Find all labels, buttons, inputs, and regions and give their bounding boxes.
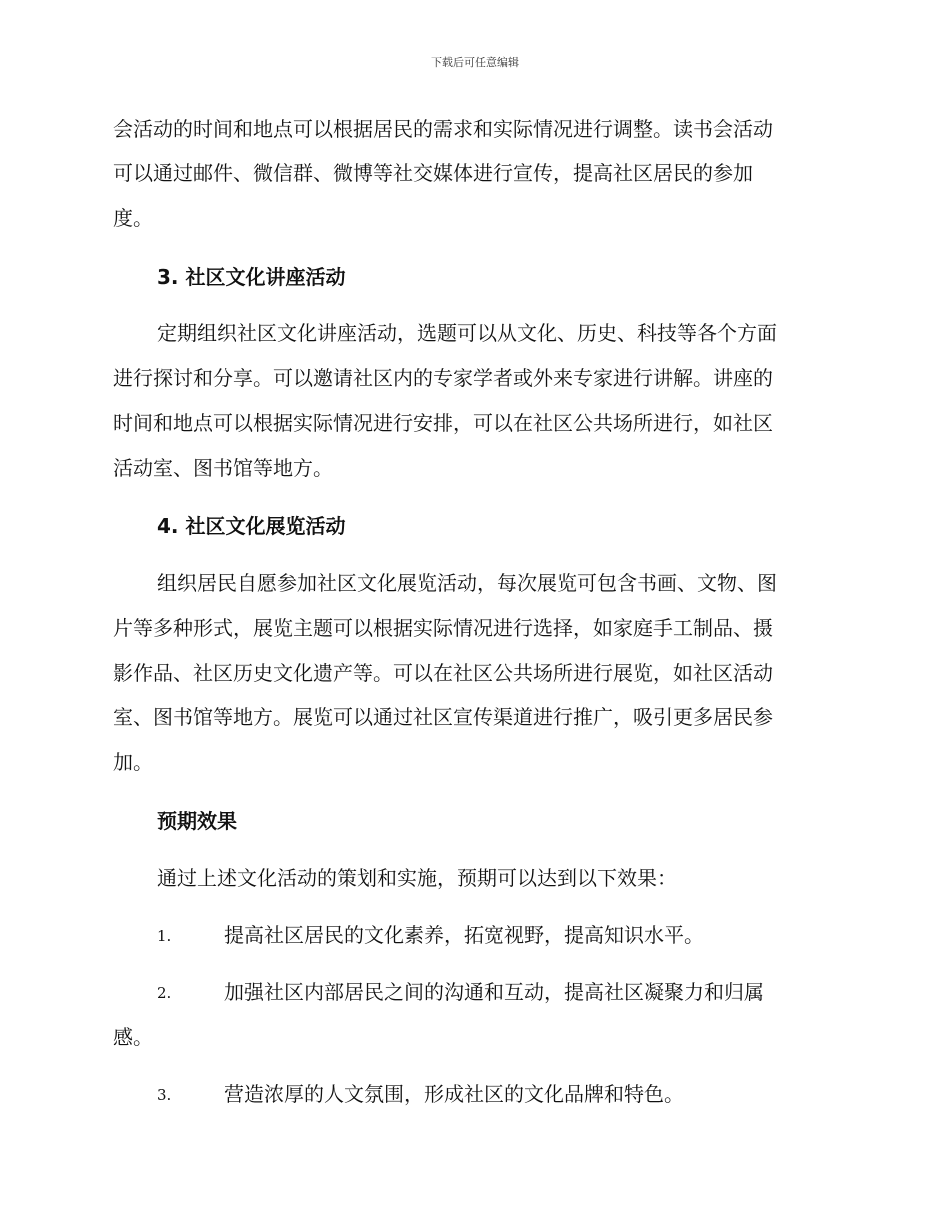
list-item-continuation: 感。 — [113, 1025, 153, 1049]
list-item-number: 1. — [157, 927, 172, 945]
section-heading-effects: 预期效果 — [157, 809, 237, 833]
list-item-text: 营造浓厚的人文氛围，形成社区的文化品牌和特色。 — [224, 1082, 684, 1106]
page-header: 下载后可任意编辑 — [431, 56, 519, 69]
paragraph-line: 定期组织社区文化讲座活动，选题可以从文化、历史、科技等各个方面 — [157, 321, 777, 345]
paragraph-line: 时间和地点可以根据实际情况进行安排，可以在社区公共场所进行，如社区 — [113, 411, 773, 435]
list-item-number: 2. — [157, 984, 172, 1002]
paragraph-line: 进行探讨和分享。可以邀请社区内的专家学者或外来专家进行讲解。讲座的 — [113, 366, 773, 390]
paragraph-line: 度。 — [113, 206, 153, 230]
effects-intro: 通过上述文化活动的策划和实施，预期可以达到以下效果： — [157, 866, 677, 890]
paragraph-line: 加。 — [113, 750, 153, 774]
paragraph-line: 组织居民自愿参加社区文化展览活动，每次展览可包含书画、文物、图 — [157, 571, 777, 595]
list-item-text: 提高社区居民的文化素养，拓宽视野，提高知识水平。 — [224, 923, 704, 947]
paragraph-line: 活动室、图书馆等地方。 — [113, 456, 333, 480]
paragraph-line: 影作品、社区历史文化遗产等。可以在社区公共场所进行展览，如社区活动 — [113, 661, 773, 685]
list-item-text: 加强社区内部居民之间的沟通和互动，提高社区凝聚力和归属 — [224, 980, 764, 1004]
list-item-number: 3. — [157, 1086, 172, 1104]
section-heading-4: 4. 社区文化展览活动 — [157, 514, 346, 538]
paragraph-line: 室、图书馆等地方。展览可以通过社区宣传渠道进行推广，吸引更多居民参 — [113, 705, 773, 729]
paragraph-line: 片等多种形式，展览主题可以根据实际情况进行选择，如家庭手工制品、摄 — [113, 616, 773, 640]
paragraph-line: 可以通过邮件、微信群、微博等社交媒体进行宣传，提高社区居民的参加 — [113, 161, 753, 185]
paragraph-line: 会活动的时间和地点可以根据居民的需求和实际情况进行调整。读书会活动 — [113, 117, 773, 141]
section-heading-3: 3. 社区文化讲座活动 — [157, 265, 346, 289]
